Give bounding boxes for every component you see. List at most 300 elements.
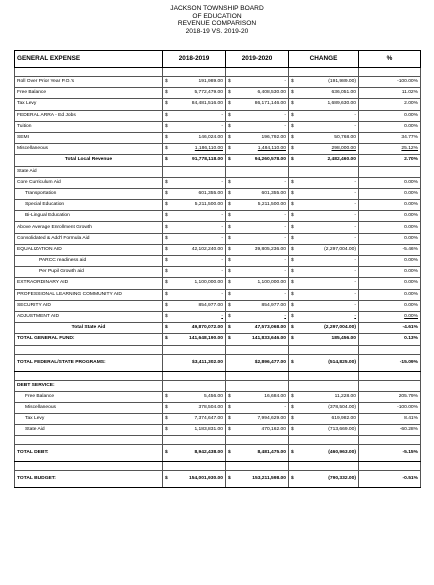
amount: - (284, 123, 286, 129)
dollar-sign: $ (165, 213, 168, 219)
value-2018-2019 (163, 256, 226, 267)
dollar-sign: $ (228, 190, 231, 196)
amount: - (221, 179, 223, 185)
value-2018-2019 (163, 311, 226, 322)
value-change (289, 471, 359, 488)
dollar-sign: $ (165, 157, 168, 163)
value-change (289, 244, 359, 255)
value-2018-2019 (163, 471, 226, 488)
value-2018-2019 (163, 211, 226, 222)
dollar-sign: $ (165, 112, 168, 118)
amount: 8,481,475.00 (257, 450, 286, 456)
amount: 16,684.00 (264, 393, 286, 399)
dollar-sign: $ (228, 135, 231, 141)
table-row (15, 471, 421, 488)
row-label: Per Pupil Growth aid (15, 267, 163, 278)
amount: - (354, 123, 356, 129)
dollar-sign: $ (165, 404, 168, 410)
amount: 39,805,236.00 (254, 246, 286, 252)
value-percent (359, 380, 421, 391)
table-row (15, 380, 421, 391)
amount: 5,211,500.00 (194, 202, 223, 208)
amount: - (221, 123, 223, 129)
dollar-sign: $ (228, 302, 231, 308)
dollar-sign: $ (291, 135, 294, 141)
value-2019-2020 (226, 200, 289, 211)
value-2019-2020 (226, 334, 289, 345)
amount: - (221, 235, 223, 241)
amount: 153,211,598.00 (252, 476, 286, 482)
value-2018-2019 (163, 88, 226, 99)
dollar-sign: $ (165, 325, 168, 331)
value-change (289, 256, 359, 267)
value-2019-2020 (226, 256, 289, 267)
amount: - (221, 314, 223, 320)
table-row (15, 211, 421, 222)
value-change (289, 354, 359, 371)
value-percent: 11.02% (359, 88, 421, 99)
value-2019-2020 (226, 77, 289, 88)
dollar-sign: $ (291, 280, 294, 286)
value-percent: -0.51% (359, 471, 421, 488)
value-change (289, 155, 359, 166)
value-change (289, 177, 359, 188)
amount: 154,001,930.00 (189, 476, 223, 482)
amount: 8,942,438.00 (194, 450, 223, 456)
value-percent: 0.00% (359, 188, 421, 199)
dollar-sign: $ (291, 336, 294, 342)
table-row (15, 289, 421, 300)
dollar-sign: $ (165, 202, 168, 208)
row-label: PARCC readiness aid (15, 256, 163, 267)
row-label (15, 436, 163, 445)
table-row (15, 188, 421, 199)
value-2018-2019 (163, 233, 226, 244)
table-row (15, 200, 421, 211)
amount: - (354, 235, 356, 241)
value-percent: 205.79% (359, 391, 421, 402)
value-2019-2020 (226, 380, 289, 391)
dollar-sign: $ (291, 404, 294, 410)
dollar-sign: $ (291, 235, 294, 241)
dollar-sign: $ (228, 213, 231, 219)
row-label: EQUALIZATION AID (15, 244, 163, 255)
row-label: Tax Levy (15, 414, 163, 425)
header-general-expense: GENERAL EXPENSE (15, 51, 163, 68)
amount: - (284, 224, 286, 230)
dollar-sign: $ (291, 146, 294, 152)
dollar-sign: $ (228, 336, 231, 342)
row-label: Consolidated & Add'l Formula Aid (15, 233, 163, 244)
value-2018-2019 (163, 289, 226, 300)
amount: - (221, 269, 223, 275)
value-2018-2019 (163, 188, 226, 199)
table-row (15, 177, 421, 188)
title-line: REVENUE COMPARISON (177, 20, 257, 28)
value-change (289, 345, 359, 354)
row-label: Free Balance (15, 88, 163, 99)
amount: - (221, 112, 223, 118)
value-percent: 0.00% (359, 211, 421, 222)
dollar-sign: $ (228, 112, 231, 118)
amount: 141,833,646.00 (252, 336, 286, 342)
amount: 42,102,240.00 (191, 246, 223, 252)
dollar-sign: $ (228, 416, 231, 422)
table-row (15, 311, 421, 322)
value-2019-2020 (226, 244, 289, 255)
value-2018-2019 (163, 414, 226, 425)
value-percent: -100.00% (359, 77, 421, 88)
amount: 1,689,630.00 (327, 101, 356, 107)
amount: 47,573,068.00 (254, 325, 286, 331)
value-percent: 0.00% (359, 222, 421, 233)
row-label: Core Curriculum Aid (15, 177, 163, 188)
value-2018-2019 (163, 121, 226, 132)
amount: - (354, 190, 356, 196)
dollar-sign: $ (291, 112, 294, 118)
value-percent: -5.46% (359, 244, 421, 255)
row-label: SECURITY AID (15, 300, 163, 311)
value-2018-2019 (163, 99, 226, 110)
table-row (15, 334, 421, 345)
value-percent: 0.00% (359, 256, 421, 267)
dollar-sign: $ (165, 450, 168, 456)
value-change (289, 289, 359, 300)
amount: - (221, 224, 223, 230)
amount: (713,669.00) (328, 427, 356, 433)
value-change (289, 462, 359, 471)
table-row (15, 222, 421, 233)
dollar-sign: $ (291, 90, 294, 96)
amount: 1,186,110.00 (194, 146, 223, 152)
amount: 601,355.00 (198, 190, 223, 196)
row-label: TOTAL GENERAL FUND: (15, 334, 163, 345)
amount: 50,768.00 (334, 135, 356, 141)
dollar-sign: $ (291, 269, 294, 275)
table-row (15, 371, 421, 380)
table-row (15, 166, 421, 177)
amount: 854,977.00 (198, 302, 223, 308)
value-2019-2020 (226, 121, 289, 132)
value-2019-2020 (226, 144, 289, 155)
dollar-sign: $ (291, 314, 294, 320)
dollar-sign: $ (165, 235, 168, 241)
value-percent: -5.15% (359, 445, 421, 462)
value-percent: 0.00% (359, 121, 421, 132)
value-change (289, 110, 359, 121)
value-percent: -60.28% (359, 425, 421, 436)
amount: 1,100,000.00 (194, 280, 223, 286)
dollar-sign: $ (228, 476, 231, 482)
table-row (15, 88, 421, 99)
value-change (289, 300, 359, 311)
dollar-sign: $ (165, 427, 168, 433)
dollar-sign: $ (228, 202, 231, 208)
amount: - (221, 258, 223, 264)
value-2018-2019 (163, 278, 226, 289)
dollar-sign: $ (165, 416, 168, 422)
dollar-sign: $ (228, 157, 231, 163)
value-change (289, 402, 359, 413)
value-2019-2020 (226, 267, 289, 278)
row-label: Above Average Enrollment Growth (15, 222, 163, 233)
row-label: TOTAL FEDERAL/STATE PROGRAMS: (15, 354, 163, 371)
value-percent: -100.00% (359, 402, 421, 413)
amount: (790,332.00) (328, 476, 356, 482)
value-2019-2020 (226, 88, 289, 99)
dollar-sign: $ (228, 291, 231, 297)
table-row (15, 323, 421, 334)
value-change (289, 99, 359, 110)
amount: 7,374,647.00 (194, 416, 223, 422)
row-label: Total State Aid (15, 323, 163, 334)
value-2018-2019 (163, 436, 226, 445)
row-label: SEMI (15, 132, 163, 143)
table-row (15, 244, 421, 255)
revenue-comparison-table (14, 50, 421, 488)
row-label: DEBT SERVICE: (15, 380, 163, 391)
dollar-sign: $ (165, 314, 168, 320)
row-label (15, 345, 163, 354)
dollar-sign: $ (165, 179, 168, 185)
dollar-sign: $ (165, 336, 168, 342)
dollar-sign: $ (291, 179, 294, 185)
dollar-sign: $ (228, 246, 231, 252)
dollar-sign: $ (228, 224, 231, 230)
row-label (15, 462, 163, 471)
dollar-sign: $ (291, 302, 294, 308)
dollar-sign: $ (228, 79, 231, 85)
amount: 141,648,190.00 (189, 336, 223, 342)
value-percent: 0.00% (359, 289, 421, 300)
dollar-sign: $ (291, 123, 294, 129)
value-2018-2019 (163, 323, 226, 334)
value-2018-2019 (163, 334, 226, 345)
value-percent: 0.00% (359, 233, 421, 244)
amount: - (221, 213, 223, 219)
dollar-sign: $ (228, 450, 231, 456)
dollar-sign: $ (291, 325, 294, 331)
value-2018-2019 (163, 402, 226, 413)
value-2018-2019 (163, 244, 226, 255)
table-row (15, 256, 421, 267)
table-row (15, 155, 421, 166)
value-change (289, 391, 359, 402)
amount: - (354, 269, 356, 275)
table-row (15, 300, 421, 311)
amount: (191,989.00) (328, 79, 356, 85)
row-label: Free Balance (15, 391, 163, 402)
dollar-sign: $ (228, 123, 231, 129)
value-2018-2019 (163, 391, 226, 402)
value-change (289, 334, 359, 345)
row-label: TOTAL BUDGET: (15, 471, 163, 488)
value-change (289, 278, 359, 289)
amount: 94,260,578.00 (254, 157, 286, 163)
value-2019-2020 (226, 445, 289, 462)
value-change (289, 68, 359, 77)
value-2019-2020 (226, 402, 289, 413)
value-2019-2020 (226, 371, 289, 380)
table-row (15, 425, 421, 436)
value-2019-2020 (226, 278, 289, 289)
amount: - (354, 112, 356, 118)
dollar-sign: $ (228, 325, 231, 331)
value-2018-2019 (163, 354, 226, 371)
value-percent: 0.00% (359, 177, 421, 188)
dollar-sign: $ (165, 393, 168, 399)
header-row (15, 51, 421, 68)
amount: - (284, 112, 286, 118)
amount: - (284, 179, 286, 185)
value-percent: -4.61% (359, 323, 421, 334)
value-2019-2020 (226, 155, 289, 166)
value-percent: 0.00% (359, 311, 421, 322)
value-2018-2019 (163, 68, 226, 77)
value-percent: 2.70% (359, 155, 421, 166)
value-2019-2020 (226, 289, 289, 300)
value-2019-2020 (226, 425, 289, 436)
dollar-sign: $ (291, 190, 294, 196)
amount: 1,100,000.00 (257, 280, 286, 286)
amount: (2,297,004.00) (324, 325, 356, 331)
value-2018-2019 (163, 345, 226, 354)
value-percent (359, 68, 421, 77)
value-percent (359, 462, 421, 471)
dollar-sign: $ (165, 302, 168, 308)
amount: - (354, 280, 356, 286)
amount: 196,792.00 (261, 135, 286, 141)
value-change (289, 188, 359, 199)
dollar-sign: $ (165, 135, 168, 141)
dollar-sign: $ (291, 202, 294, 208)
amount: (514,825.00) (328, 359, 356, 365)
value-percent: 0.00% (359, 278, 421, 289)
value-2019-2020 (226, 132, 289, 143)
amount: 91,778,118.00 (191, 157, 223, 163)
value-2018-2019 (163, 77, 226, 88)
table-row (15, 391, 421, 402)
amount: - (354, 224, 356, 230)
value-percent: 0.13% (359, 334, 421, 345)
value-2018-2019 (163, 166, 226, 177)
amount: - (284, 314, 286, 320)
row-label: TOTAL DEBT: (15, 445, 163, 462)
value-2018-2019 (163, 132, 226, 143)
amount: 86,171,146.00 (254, 101, 286, 107)
value-percent: 0.00% (359, 200, 421, 211)
value-change (289, 132, 359, 143)
title-line: OF EDUCATION (192, 12, 242, 20)
value-change (289, 233, 359, 244)
value-2019-2020 (226, 188, 289, 199)
amount: - (354, 314, 356, 320)
table-row (15, 402, 421, 413)
dollar-sign: $ (228, 235, 231, 241)
table-row (15, 144, 421, 155)
table-row (15, 267, 421, 278)
value-change (289, 200, 359, 211)
value-2019-2020 (226, 436, 289, 445)
table-row (15, 414, 421, 425)
table-row (15, 354, 421, 371)
value-change (289, 144, 359, 155)
dollar-sign: $ (291, 224, 294, 230)
amount: 378,504.00 (198, 404, 223, 410)
amount: (2,297,004.00) (324, 246, 356, 252)
amount: - (221, 291, 223, 297)
amount: 636,051.00 (331, 90, 356, 96)
amount: - (354, 213, 356, 219)
amount: 146,024.00 (198, 135, 223, 141)
value-2019-2020 (226, 166, 289, 177)
value-2019-2020 (226, 414, 289, 425)
dollar-sign: $ (165, 224, 168, 230)
table-row (15, 77, 421, 88)
value-change (289, 88, 359, 99)
row-label: Miscellaneous (15, 144, 163, 155)
table-row (15, 445, 421, 462)
value-2018-2019 (163, 200, 226, 211)
table-row (15, 110, 421, 121)
table-row (15, 99, 421, 110)
amount: - (284, 291, 286, 297)
header-change: CHANGE (289, 51, 359, 68)
value-2019-2020 (226, 391, 289, 402)
value-2018-2019 (163, 371, 226, 380)
value-change (289, 323, 359, 334)
value-2019-2020 (226, 300, 289, 311)
dollar-sign: $ (165, 90, 168, 96)
amount: - (284, 269, 286, 275)
amount: 1,484,110.00 (257, 146, 286, 152)
row-label: FEDERAL ARRA - Ed Jobs (15, 110, 163, 121)
value-2019-2020 (226, 211, 289, 222)
amount: - (354, 179, 356, 185)
title-line: JACKSON TOWNSHIP BOARD (170, 5, 264, 12)
amount: - (284, 79, 286, 85)
value-2018-2019 (163, 445, 226, 462)
amount: 185,456.00 (331, 336, 356, 342)
amount: 5,772,479.00 (194, 90, 223, 96)
row-label: Special Education (15, 200, 163, 211)
value-percent: 25.12% (359, 144, 421, 155)
dollar-sign: $ (291, 246, 294, 252)
amount: 854,977.00 (261, 302, 286, 308)
amount: 11,228.00 (334, 393, 356, 399)
value-change (289, 166, 359, 177)
value-2019-2020 (226, 110, 289, 121)
value-2019-2020 (226, 462, 289, 471)
report-title (0, 5, 434, 35)
row-label: Transportation (15, 188, 163, 199)
dollar-sign: $ (228, 101, 231, 107)
amount: 298,000.00 (331, 146, 356, 152)
amount: - (284, 404, 286, 410)
value-percent: 8.41% (359, 414, 421, 425)
dollar-sign: $ (228, 258, 231, 264)
dollar-sign: $ (165, 246, 168, 252)
dollar-sign: $ (291, 359, 294, 365)
dollar-sign: $ (165, 79, 168, 85)
dollar-sign: $ (165, 476, 168, 482)
value-percent (359, 371, 421, 380)
value-change (289, 77, 359, 88)
value-2019-2020 (226, 471, 289, 488)
amount: (378,504.00) (328, 404, 356, 410)
header-2018-2019: 2018-2019 (163, 51, 226, 68)
amount: 7,994,629.00 (257, 416, 286, 422)
